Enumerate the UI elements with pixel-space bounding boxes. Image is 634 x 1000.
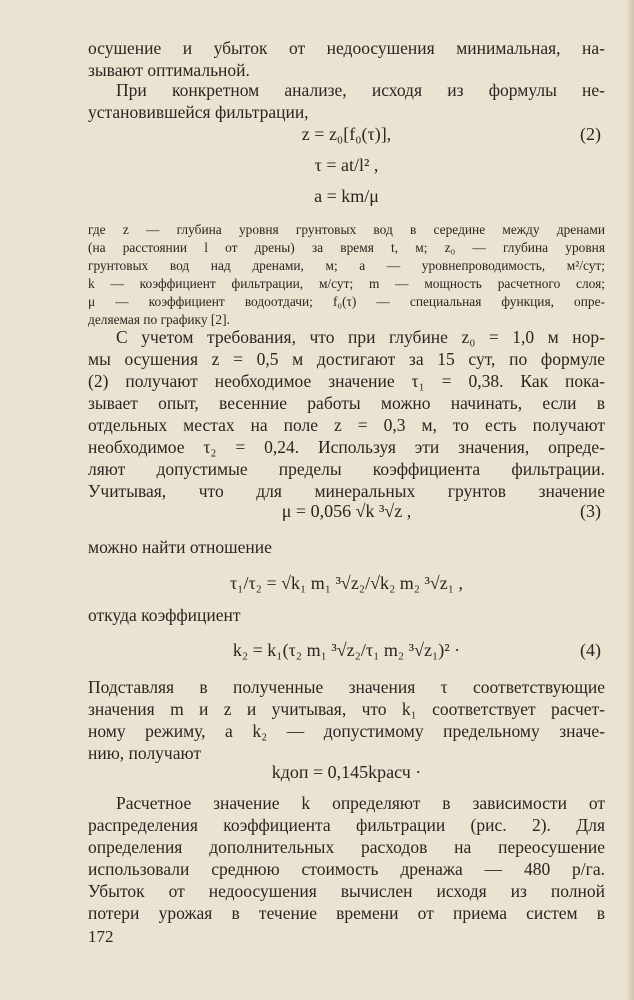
- formula-expression: τ = at/l² ,: [314, 155, 379, 175]
- formula-number: (4): [580, 640, 601, 660]
- text-line: осушение и убыток от недоосушения минимальная, на-: [88, 38, 605, 58]
- text-line: При конкретном анализе, исходя из формулы не-: [116, 80, 605, 100]
- text-line: где z — глубина уровня грунтовых вод в середине между дренами: [88, 222, 605, 237]
- formula-expression: k₂ = k₁(τ₂ m₁ ³√z₂/τ₁ m₂ ³√z₁)² ·: [232, 640, 461, 660]
- text-line: можно найти отношение: [88, 537, 272, 557]
- text-line: (2) получают необходимое значение τ₁ = 0,38. Как пока-: [88, 371, 605, 391]
- text-line: использовали среднюю стоимость дренажа — 480 р/га.: [88, 859, 605, 879]
- formula-ratio: [88, 570, 605, 596]
- text-line: необходимое τ₂ = 0,24. Используя эти значения, опреде-: [88, 437, 605, 457]
- page-edge-shadow: [626, 0, 634, 1000]
- paragraph-calculation: [88, 792, 605, 924]
- paragraph-ratio-intro: [88, 536, 605, 558]
- text-line: С учетом требования, что при глубине z₀ = 1,0 м нор-: [116, 327, 605, 347]
- text-line: определения дополнительных расходов на переосушение: [88, 837, 605, 857]
- text-line: значения m и z и учитывая, что k₁ соответствует расчет-: [88, 699, 605, 719]
- text-line: распределения коэффициента фильтрации (рис. 2). Для: [88, 815, 605, 835]
- text-line: Расчетное значение k определяют в зависимости от: [116, 793, 605, 813]
- formula-expression: z = z₀[f₀(τ)],: [301, 124, 392, 144]
- formula-number: (3): [580, 501, 601, 521]
- text-line: Учитывая, что для минеральных грунтов значение: [88, 481, 605, 501]
- formula-expression: μ = 0,056 √k ³√z ,: [281, 501, 412, 521]
- text-line: ляют допустимые пределы коэффициента фильтрации.: [88, 459, 605, 479]
- formula-a: [88, 183, 605, 209]
- text-line: Подставляя в полученные значения τ соответствующие: [88, 677, 605, 697]
- text-line: зывают оптимальной.: [88, 60, 250, 80]
- text-line: Убыток от недоосушения вычислен исходя из полной: [88, 881, 605, 901]
- paragraph-requirements: [88, 326, 605, 502]
- text-line: мы осушения z = 0,5 м достигают за 15 сут, по формуле: [88, 349, 605, 369]
- formula-number: (2): [580, 124, 601, 144]
- formula-expression: kдоп = 0,145kрасч ·: [271, 762, 422, 782]
- text-line: деляемая по графику [2].: [88, 312, 230, 327]
- formula-3: [88, 498, 605, 524]
- text-line: μ — коэффициент водоотдачи; f₀(τ) — специальная функция, опре-: [88, 294, 605, 309]
- text-line: зывает опыт, весенние работы можно начинать, если в: [88, 393, 605, 413]
- formula-4: [88, 637, 605, 663]
- text-line: откуда коэффициент: [88, 605, 241, 625]
- page-number: 172: [88, 927, 114, 946]
- text-line: k — коэффициент фильтрации, м/сут; m — мощность расчетного слоя;: [88, 276, 605, 291]
- formula-2: [88, 121, 605, 147]
- text-line: потери урожая в течение времени от приема систем в: [88, 903, 605, 923]
- text-line: грунтовых вод над дренами, м; a — уровнепроводимость, м²/сут;: [88, 258, 605, 273]
- text-line: установившейся фильтрации,: [88, 102, 309, 122]
- formula-expression: τ₁/τ₂ = √k₁ m₁ ³√z₂/√k₂ m₂ ³√z₁ ,: [229, 573, 464, 593]
- paragraph-substitution: [88, 676, 605, 764]
- text-line: нию, получают: [88, 743, 201, 763]
- variable-definitions: [88, 221, 605, 329]
- text-line: ному режиму, а k₂ — допустимому предельному значе-: [88, 721, 605, 741]
- paragraph-coefficient-intro: [88, 604, 605, 626]
- text-line: отдельных местах на поле z = 0,3 м, то есть получают: [88, 415, 605, 435]
- text-line: (на расстоянии l от дрены) за время t, м; z₀ — глубина уровня: [88, 240, 605, 255]
- paragraph-formula-intro: [88, 79, 605, 123]
- formula-tau: [88, 152, 605, 178]
- formula-kdop: [88, 759, 605, 785]
- paragraph-continuation: [88, 37, 605, 81]
- formula-expression: a = km/μ: [314, 186, 379, 206]
